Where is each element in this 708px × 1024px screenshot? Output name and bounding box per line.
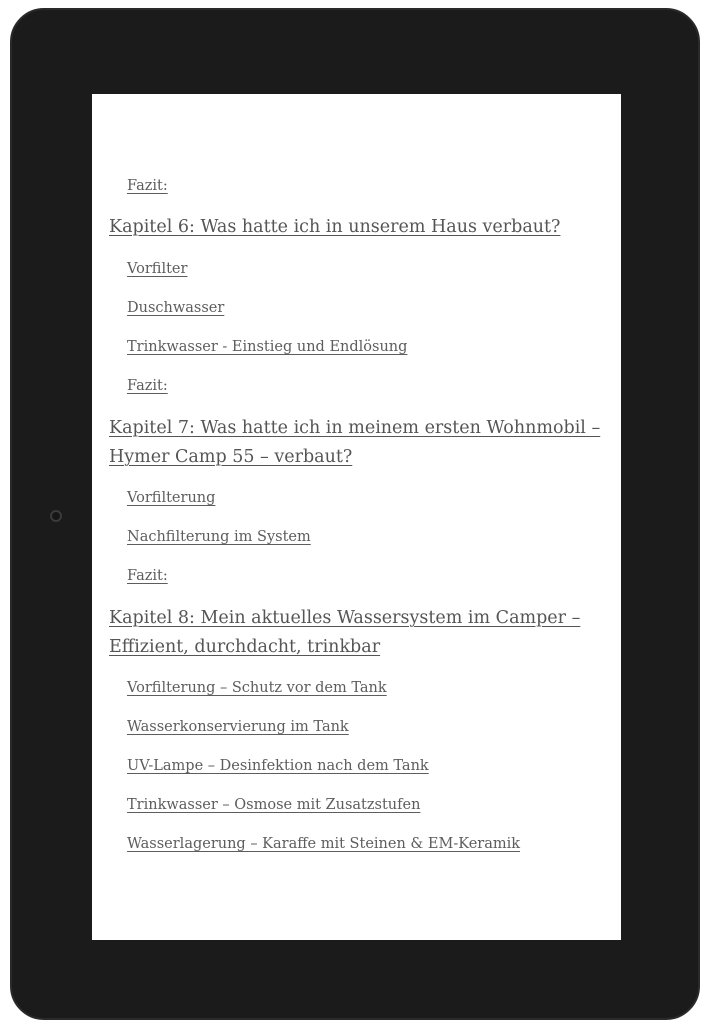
toc-link-fazit-7[interactable]: Fazit:	[127, 568, 168, 584]
toc-link-kapitel-6[interactable]: Kapitel 6: Was hatte ich in unserem Haus verbaut?	[109, 217, 561, 237]
toc-link-kapitel-7-line2[interactable]: Hymer Camp 55 – verbaut?	[109, 447, 353, 467]
toc-link-wasserkonservierung[interactable]: Wasserkonservierung im Tank	[127, 719, 349, 735]
toc-link-kapitel-8-line2[interactable]: Effizient, durchdacht, trinkbar	[109, 637, 381, 657]
toc-link-wasserlagerung[interactable]: Wasserlagerung – Karaffe mit Steinen & EM-Keramik	[127, 836, 521, 852]
toc-link-trinkwasser-osmose[interactable]: Trinkwasser – Osmose mit Zusatzstufen	[127, 797, 421, 813]
toc-link-nachfilterung[interactable]: Nachfilterung im System	[127, 529, 311, 545]
toc-link-vorfilter[interactable]: Vorfilter	[127, 261, 188, 277]
toc-link-duschwasser[interactable]: Duschwasser	[127, 300, 225, 316]
toc-link-fazit-6[interactable]: Fazit:	[127, 378, 168, 394]
toc-link-vorfilterung[interactable]: Vorfilterung	[127, 490, 216, 506]
toc-link-vorfilterung-schutz[interactable]: Vorfilterung – Schutz vor dem Tank	[127, 680, 387, 696]
toc-link-trinkwasser-einstieg[interactable]: Trinkwasser - Einstieg und Endlösung	[127, 339, 408, 355]
toc-link-fazit-5[interactable]: Fazit:	[127, 178, 168, 194]
reader-screen	[92, 94, 621, 940]
toc-link-kapitel-8-line1[interactable]: Kapitel 8: Mein aktuelles Wassersystem im Camper –	[109, 608, 581, 628]
camera-icon	[50, 510, 62, 522]
toc-link-kapitel-7-line1[interactable]: Kapitel 7: Was hatte ich in meinem ersten Wohnmobil –	[109, 418, 601, 438]
toc-link-uv-lampe[interactable]: UV-Lampe – Desinfektion nach dem Tank	[127, 758, 429, 774]
